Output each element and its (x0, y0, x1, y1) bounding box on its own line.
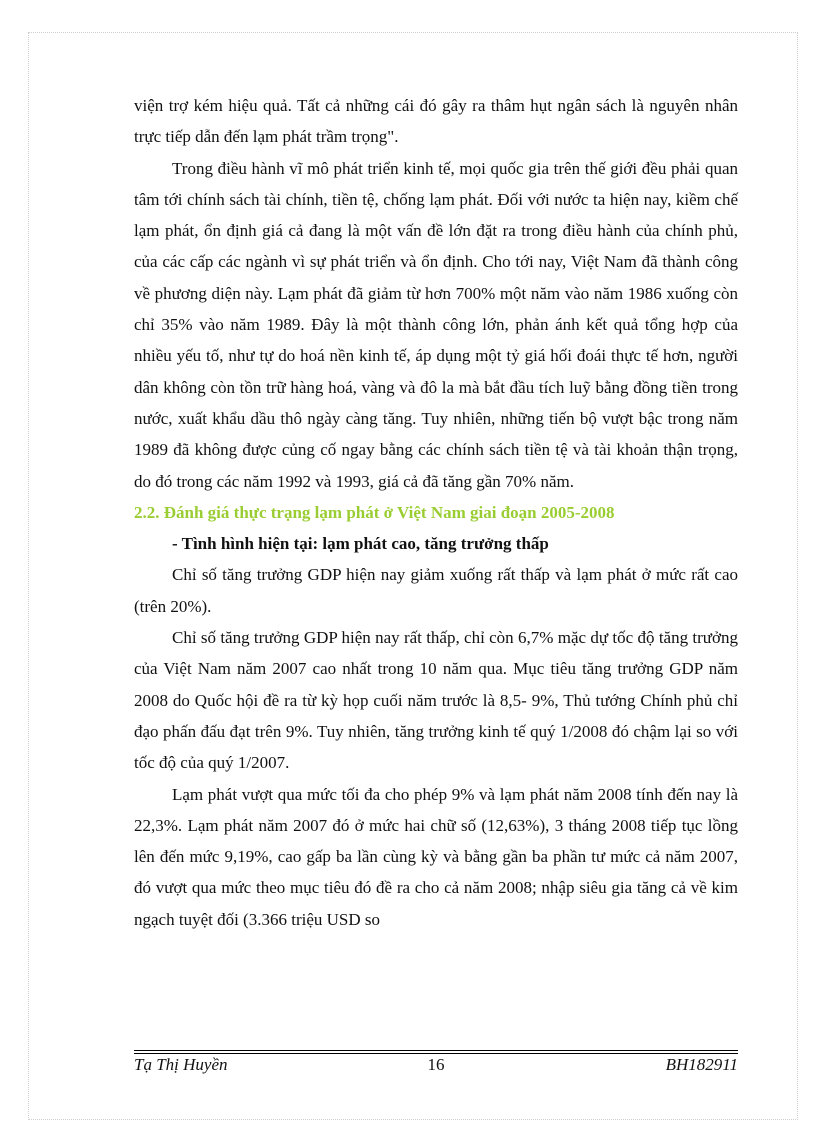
section-heading: 2.2. Đánh giá thực trạng lạm phát ở Việt Nam giai đoạn 2005-2008 (134, 502, 615, 522)
paragraph-1: viện trợ kém hiệu quả. Tất cả những cái đó gây ra thâm hụt ngân sách là nguyên nhân trực tiếp dẫn đến lạm phát trầm trọng". (134, 96, 738, 147)
page-number: 16 (427, 1055, 445, 1074)
paragraph-4: Chỉ số tăng trưởng GDP hiện nay rất thấp, chỉ còn 6,7% mặc dự tốc độ tăng trưởng của Việt Nam năm 2007 cao nhất trong 10 năm qua. Mục tiêu tăng trưởng GDP năm 2008 do Quốc hội đề ra từ kỳ họp cuối năm trước là 8,5- 9%, Thủ tướng Chính phủ chỉ đạo phấn đấu đạt trên 9%. Tuy nhiên, tăng trưởng kinh tế quý 1/2008 đó chậm lại so với tốc độ của quý 1/2007. (134, 628, 738, 773)
paragraph-5: Lạm phát vượt qua mức tối đa cho phép 9% và lạm phát năm 2008 tính đến nay là 22,3%. Lạm phát năm 2007 đó ở mức hai chữ số (12,63%), 3 tháng 2008 tiếp tục lồng lên đến mức 9,19%, cao gấp ba lần cùng kỳ và bằng gần ba phần tư mức cả năm 2007, đó vượt qua mức theo mục tiêu đó đề ra cho cả năm 2008; nhập siêu gia tăng cả về kim ngạch tuyệt đối (3.366 triệu USD so (134, 784, 738, 929)
footer-code: BH182911 (665, 1055, 738, 1074)
footer-author: Tạ Thị Huyền (134, 1055, 228, 1074)
subheading: - Tình hình hiện tại: lạm phát cao, tăng trưởng thấp (172, 534, 549, 554)
document-body (134, 90, 738, 935)
page-footer (134, 1052, 738, 1078)
paragraph-3: Chỉ số tăng trưởng GDP hiện nay giảm xuống rất thấp và lạm phát ở mức rất cao (trên 20%). (134, 565, 738, 616)
paragraph-2: Trong điều hành vĩ mô phát triển kinh tế, mọi quốc gia trên thế giới đều phải quan tâm tới chính sách tài chính, tiền tệ, chống lạm phát. Đối với nước ta hiện nay, kiềm chế lạm phát, ổn định giá cả đang là một vấn đề lớn đặt ra trong điều hành của chính phủ, của các cấp các ngành vì sự phát triển và ổn định. Cho tới nay, Việt Nam đã thành công về phương diện này. Lạm phát đã giảm từ hơn 700% một năm vào năm 1986 xuống còn chỉ 35% vào năm 1989. Đây là một thành công lớn, phản ánh kết quả tổng hợp của nhiều yếu tố, như tự do hoá nền kinh tế, áp dụng một tỷ giá hối đoái thực tế hơn, người dân không còn tồn trữ hàng hoá, vàng và đô la mà bắt đầu tích luỹ bằng đồng tiền trong nước, xuất khẩu dầu thô ngày càng tăng. Tuy nhiên, những tiến bộ vượt bậc trong năm 1989 đã không được củng cố ngay bằng các chính sách tiền tệ và tài khoản thận trọng, do đó trong các năm 1992 và 1993, giá cả đã tăng gần 70% năm. (134, 158, 738, 491)
